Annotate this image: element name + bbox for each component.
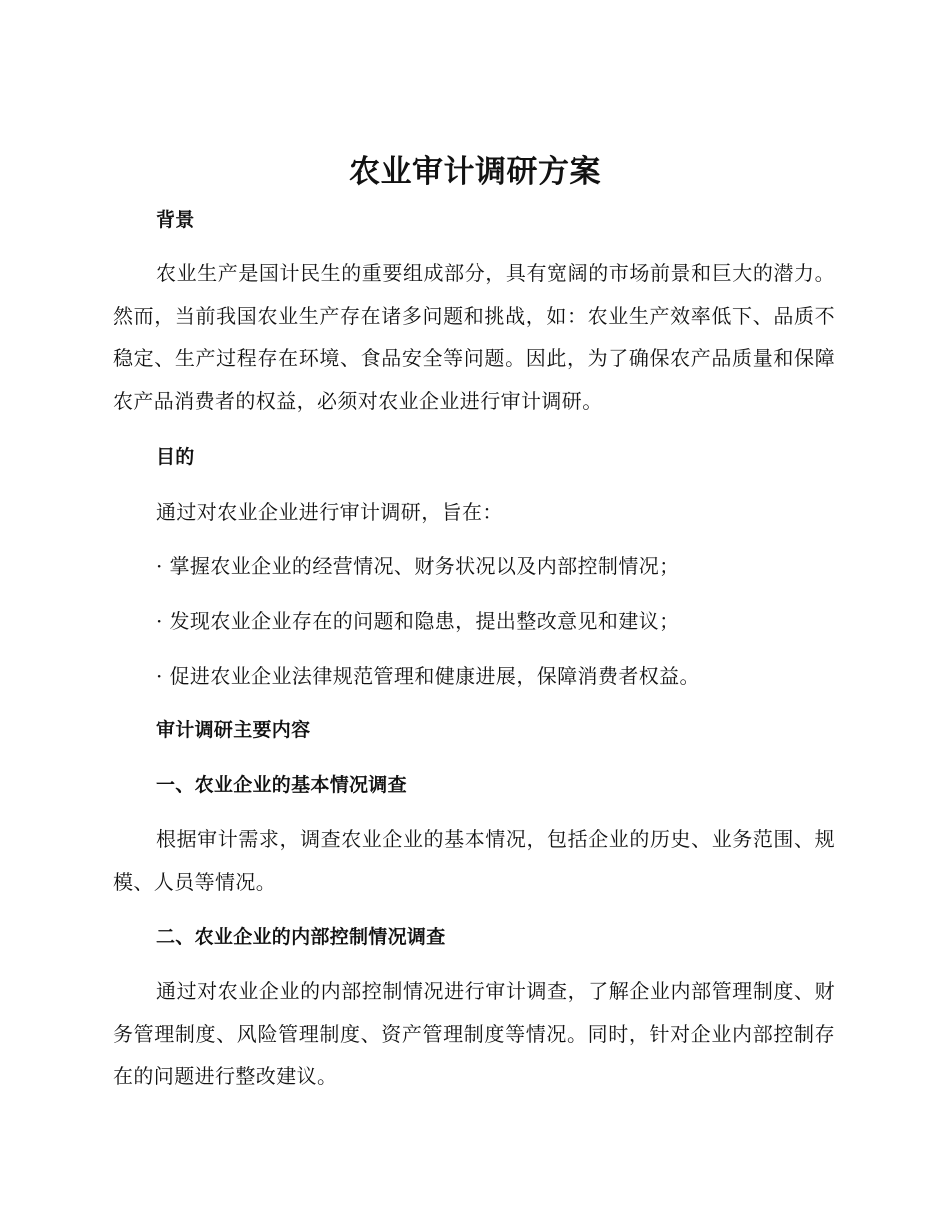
internal-control-paragraph: 通过对农业企业的内部控制情况进行审计调查，了解企业内部管理制度、财务管理制度、风险管理制度、资产管理制度等情况。同时，针对企业内部控制存在的问题进行整改建议。 (113, 979, 835, 1088)
purpose-intro: 通过对农业企业进行审计调研，旨在： (156, 500, 503, 524)
purpose-item: · 促进农业企业法律规范管理和健康进展，保障消费者权益。 (156, 664, 700, 688)
section-heading-background: 背景 (156, 209, 195, 231)
subsection-heading-basic-info: 一、农业企业的基本情况调查 (156, 774, 407, 796)
document-title: 农业审计调研方案 (349, 154, 601, 190)
basic-info-paragraph: 根据审计需求，调查农业企业的基本情况，包括企业的历史、业务范围、规模、人员等情况。 (113, 827, 835, 894)
purpose-item: · 发现农业企业存在的问题和隐患，提出整改意见和建议； (156, 609, 680, 633)
section-heading-purpose: 目的 (156, 446, 195, 468)
section-heading-main-content: 审计调研主要内容 (156, 719, 311, 741)
subsection-heading-internal-control: 二、农业企业的内部控制情况调查 (156, 926, 446, 948)
purpose-item: · 掌握农业企业的经营情况、财务状况以及内部控制情况； (156, 554, 680, 578)
background-paragraph: 农业生产是国计民生的重要组成部分，具有宽阔的市场前景和巨大的潜力。然而，当前我国农业生产存在诸多问题和挑战，如：农业生产效率低下、品质不稳定、生产过程存在环境、食品安全等问题。因此，为了确保农产品质量和保障农产品消费者的权益，必须对农业企业进行审计调研。 (113, 261, 835, 413)
